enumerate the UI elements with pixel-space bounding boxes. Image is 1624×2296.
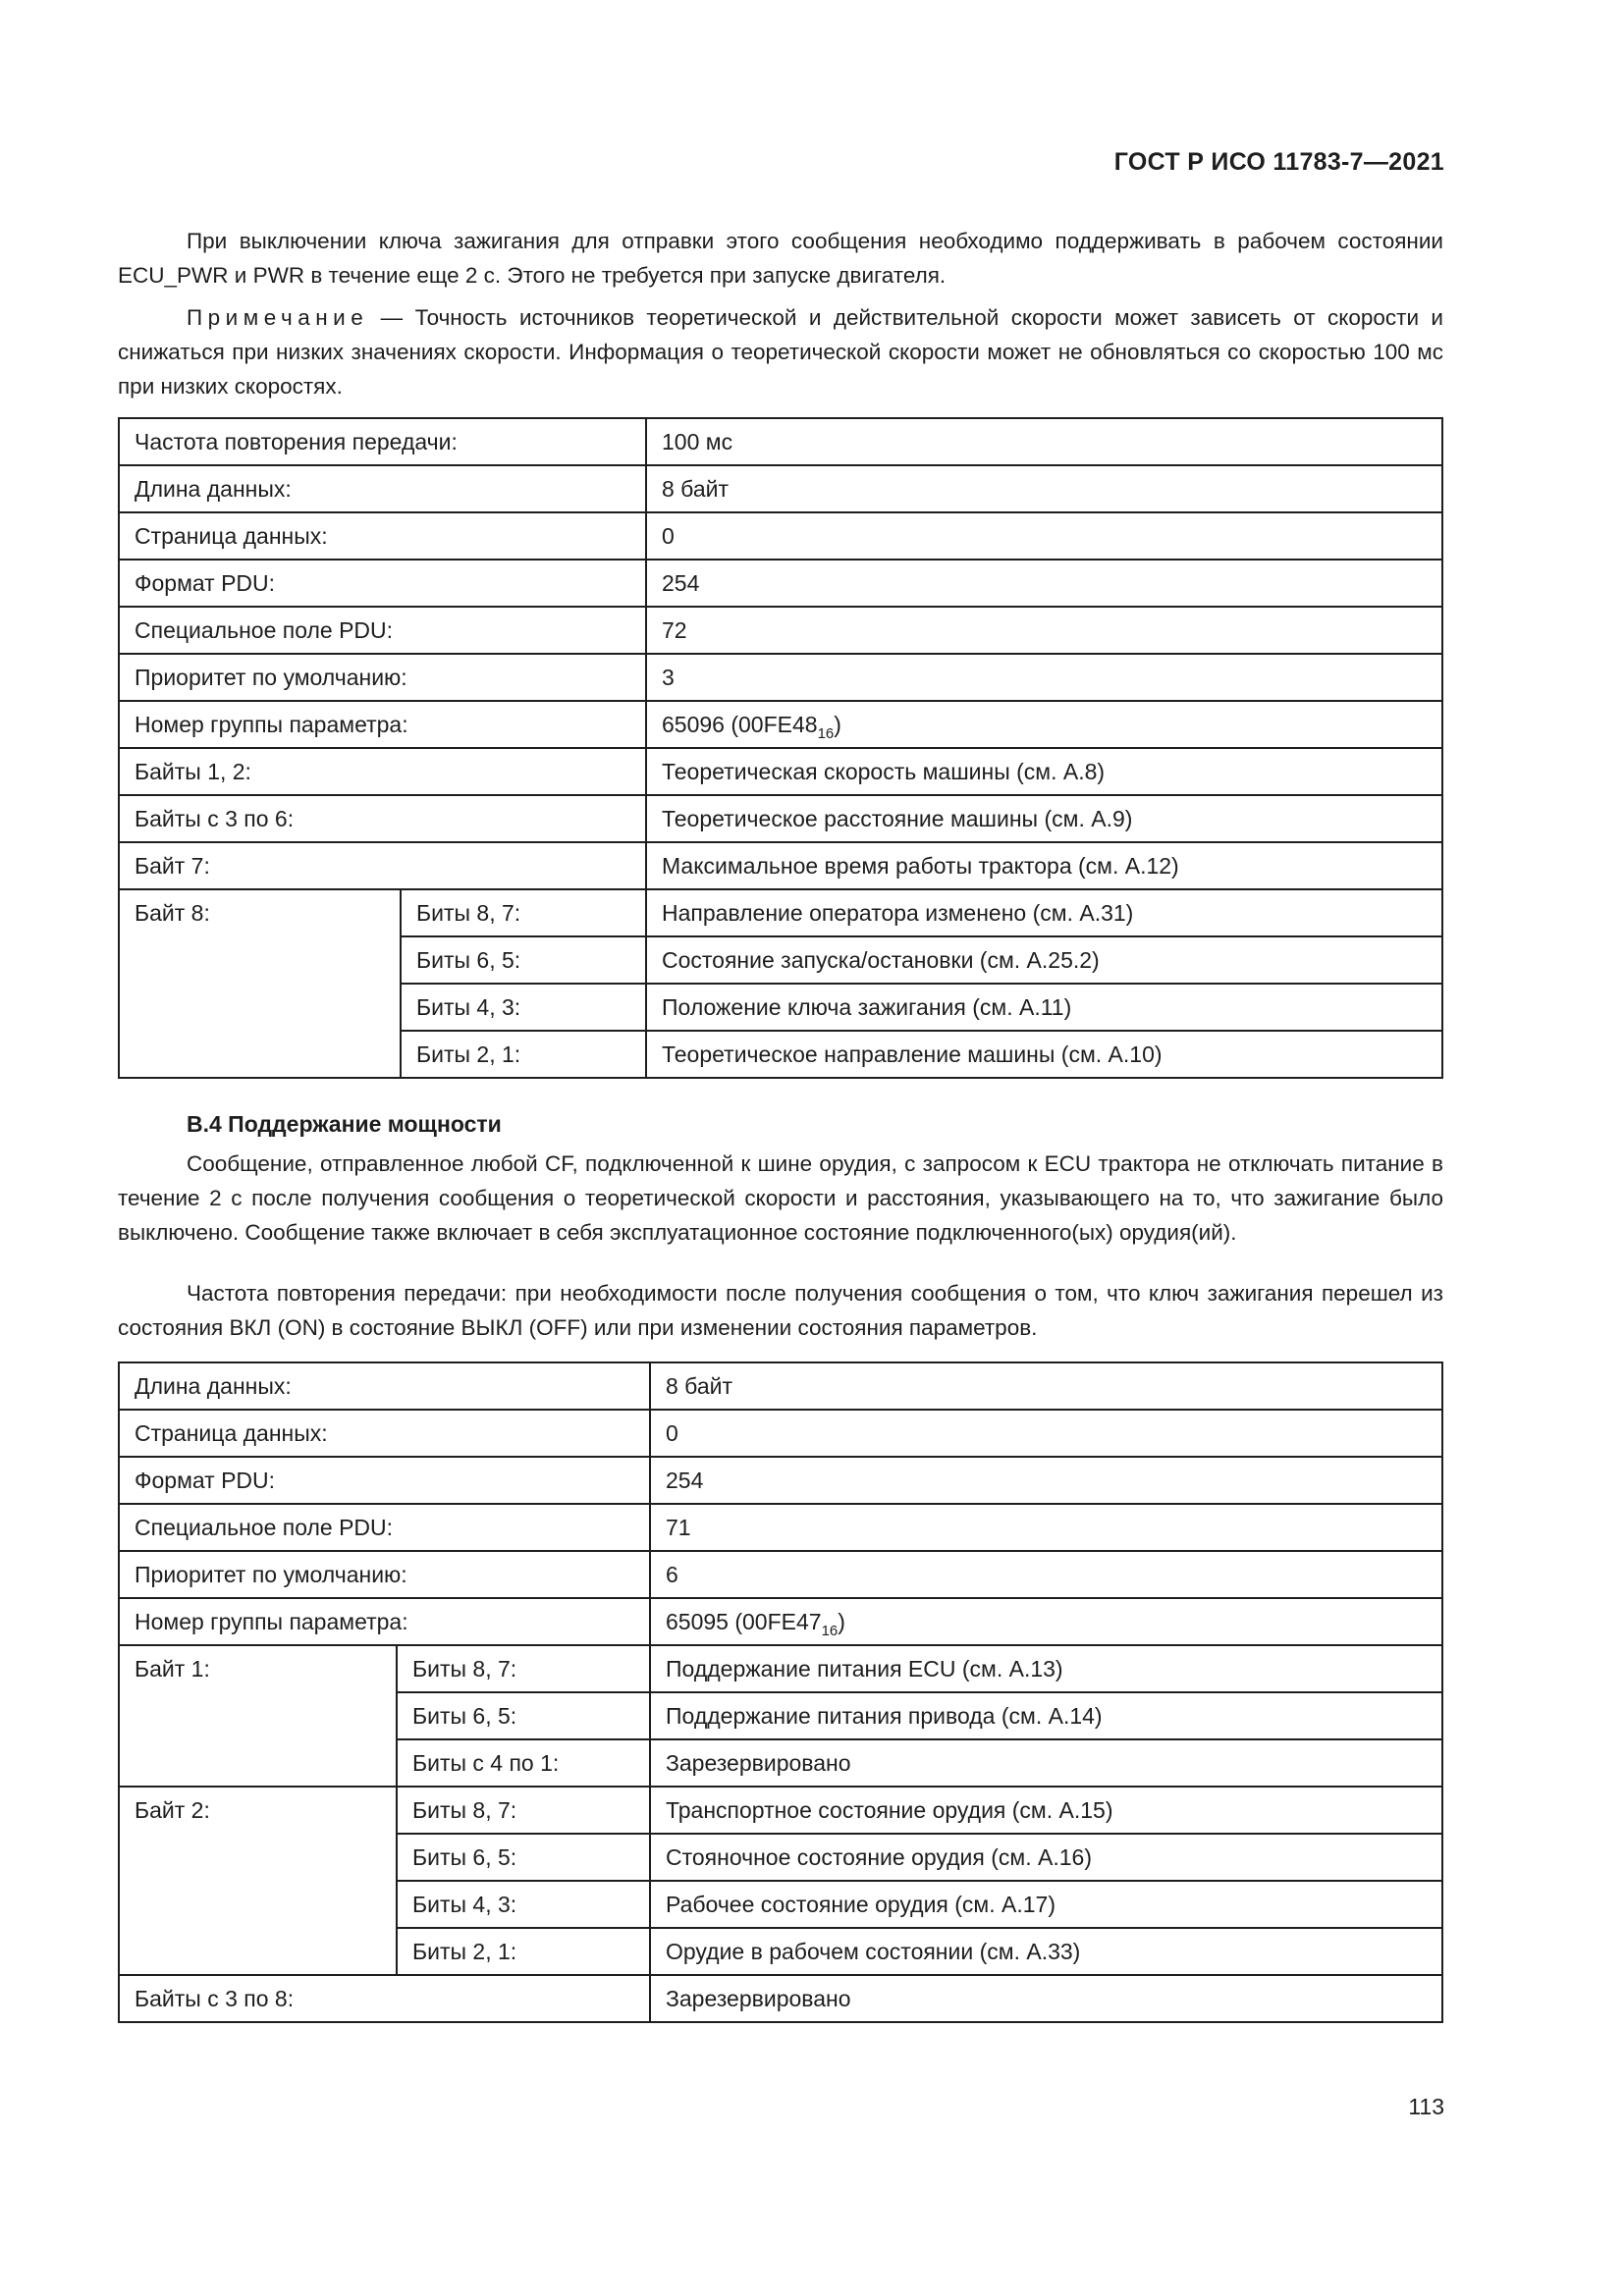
row-label: Страница данных: xyxy=(119,1410,650,1457)
bits-value: Рабочее состояние орудия (см. A.17) xyxy=(650,1881,1442,1928)
row-label: Длина данных: xyxy=(119,465,646,512)
row-value: Зарезервировано xyxy=(650,1975,1442,2022)
bits-value: Поддержание питания ECU (см. A.13) xyxy=(650,1645,1442,1692)
row-value: 8 байт xyxy=(650,1362,1442,1410)
bits-value: Положение ключа зажигания (см. A.11) xyxy=(646,984,1442,1031)
table-row xyxy=(119,418,1442,465)
table-row xyxy=(119,512,1442,560)
bits-value: Орудие в рабочем состоянии (см. A.33) xyxy=(650,1928,1442,1975)
table-row xyxy=(119,1975,1442,2022)
row-value: 71 xyxy=(650,1504,1442,1551)
bits-label: Биты 8, 7: xyxy=(401,889,646,936)
row-label: Специальное поле PDU: xyxy=(119,607,646,654)
pgn-subscript: 16 xyxy=(817,725,835,742)
table-row xyxy=(119,1410,1442,1457)
pgn-subscript: 16 xyxy=(821,1623,839,1639)
row-value: 254 xyxy=(646,560,1442,607)
bits-value: Теоретическое направление машины (см. A.10) xyxy=(646,1031,1442,1078)
note-label: Примечание xyxy=(187,305,369,330)
section-heading: В.4 Поддержание мощности xyxy=(187,1111,502,1137)
table-row xyxy=(119,1598,1442,1645)
row-value: Теоретическая скорость машины (см. A.8) xyxy=(646,748,1442,795)
table-row xyxy=(119,560,1442,607)
byte-label: Байт 2: xyxy=(119,1787,397,1975)
page-number: 113 xyxy=(1408,2094,1444,2119)
pgn-value: 65096 (00FE48 xyxy=(662,712,818,737)
row-value: Максимальное время работы трактора (см. A.12) xyxy=(646,842,1442,889)
table-row xyxy=(119,1787,1442,1834)
row-label: Номер группы параметра: xyxy=(119,1598,650,1645)
bits-value: Поддержание питания привода (см. A.14) xyxy=(650,1692,1442,1739)
bits-label: Биты 4, 3: xyxy=(397,1881,650,1928)
row-label: Приоритет по умолчанию: xyxy=(119,1551,650,1598)
intro-paragraph: При выключении ключа зажигания для отправки этого сообщения необходимо поддерживать в рабочем состоянии ECU_PWR и PWR в течение еще 2 с. Этого не требуется при запуске двигателя. xyxy=(118,229,1443,288)
bits-label: Биты 6, 5: xyxy=(397,1692,650,1739)
row-value: 254 xyxy=(650,1457,1442,1504)
bits-label: Биты 2, 1: xyxy=(397,1928,650,1975)
bits-value: Транспортное состояние орудия (см. A.15) xyxy=(650,1787,1442,1834)
row-label: Частота повторения передачи: xyxy=(119,418,646,465)
table-row xyxy=(119,1504,1442,1551)
table-row xyxy=(119,607,1442,654)
bits-value: Зарезервировано xyxy=(650,1739,1442,1787)
row-label: Байт 7: xyxy=(119,842,646,889)
row-value: 6 xyxy=(650,1551,1442,1598)
table-row xyxy=(119,1645,1442,1692)
row-label: Байты с 3 по 6: xyxy=(119,795,646,842)
pgn-close: ) xyxy=(838,1609,845,1634)
row-value xyxy=(650,1598,1442,1645)
pgn-close: ) xyxy=(834,712,841,737)
table-row xyxy=(119,701,1442,748)
row-label: Формат PDU: xyxy=(119,1457,650,1504)
section-paragraph-2: Частота повторения передачи: при необходимости после получения сообщения о том, что ключ зажигания перешел из состояния ВКЛ (ON) в состояние ВЫКЛ (OFF) или при изменении состояния параметров. xyxy=(118,1281,1443,1340)
row-value: 72 xyxy=(646,607,1442,654)
byte-label: Байт 8: xyxy=(119,889,401,1078)
row-value: 0 xyxy=(646,512,1442,560)
table-row xyxy=(119,889,1442,936)
row-value: 8 байт xyxy=(646,465,1442,512)
row-value: Теоретическое расстояние машины (см. A.9) xyxy=(646,795,1442,842)
row-value: 0 xyxy=(650,1410,1442,1457)
table-row xyxy=(119,842,1442,889)
row-label: Формат PDU: xyxy=(119,560,646,607)
bits-label: Биты 4, 3: xyxy=(401,984,646,1031)
table-row xyxy=(119,1362,1442,1410)
row-value xyxy=(646,701,1442,748)
bits-label: Биты с 4 по 1: xyxy=(397,1739,650,1787)
table-row xyxy=(119,1551,1442,1598)
bits-label: Биты 6, 5: xyxy=(397,1834,650,1881)
bits-value: Направление оператора изменено (см. A.31) xyxy=(646,889,1442,936)
row-label: Страница данных: xyxy=(119,512,646,560)
byte-label: Байт 1: xyxy=(119,1645,397,1787)
row-label: Длина данных: xyxy=(119,1362,650,1410)
row-value: 3 xyxy=(646,654,1442,701)
document-header: ГОСТ Р ИСО 11783-7—2021 xyxy=(1113,148,1444,176)
bits-label: Биты 8, 7: xyxy=(397,1787,650,1834)
row-value: 100 мс xyxy=(646,418,1442,465)
row-label: Приоритет по умолчанию: xyxy=(119,654,646,701)
row-label: Байты 1, 2: xyxy=(119,748,646,795)
bits-label: Биты 6, 5: xyxy=(401,936,646,984)
note-paragraph xyxy=(118,300,1443,403)
bits-value: Стояночное состояние орудия (см. A.16) xyxy=(650,1834,1442,1881)
row-label: Специальное поле PDU: xyxy=(119,1504,650,1551)
bits-label: Биты 2, 1: xyxy=(401,1031,646,1078)
note-text: — Точность источников теоретической и действительной скорости может зависеть от скорости и снижаться при низких значениях скорости. Информация о теоретической скорости может не обновляться со скоростью 100 мс при низких скоростях. xyxy=(118,305,1443,399)
section-paragraph-1: Сообщение, отправленное любой CF, подключенной к шине орудия, с запросом к ECU трактора не отключать питание в течение 2 с после получения сообщения о теоретической скорости и расстояния, указывающего на то, что зажигание было выключено. Сообщение также включает в себя эксплуатационное состояние подключенного(ых) орудия(ий). xyxy=(118,1151,1443,1245)
parameter-table-power xyxy=(118,1362,1443,2023)
table-row xyxy=(119,1457,1442,1504)
row-label: Байты с 3 по 8: xyxy=(119,1975,650,2022)
table-row xyxy=(119,465,1442,512)
table-row xyxy=(119,654,1442,701)
table-row xyxy=(119,748,1442,795)
bits-label: Биты 8, 7: xyxy=(397,1645,650,1692)
row-label: Номер группы параметра: xyxy=(119,701,646,748)
table-row xyxy=(119,795,1442,842)
parameter-table-speed xyxy=(118,417,1443,1079)
bits-value: Состояние запуска/остановки (см. A.25.2) xyxy=(646,936,1442,984)
pgn-value: 65095 (00FE47 xyxy=(666,1609,822,1634)
